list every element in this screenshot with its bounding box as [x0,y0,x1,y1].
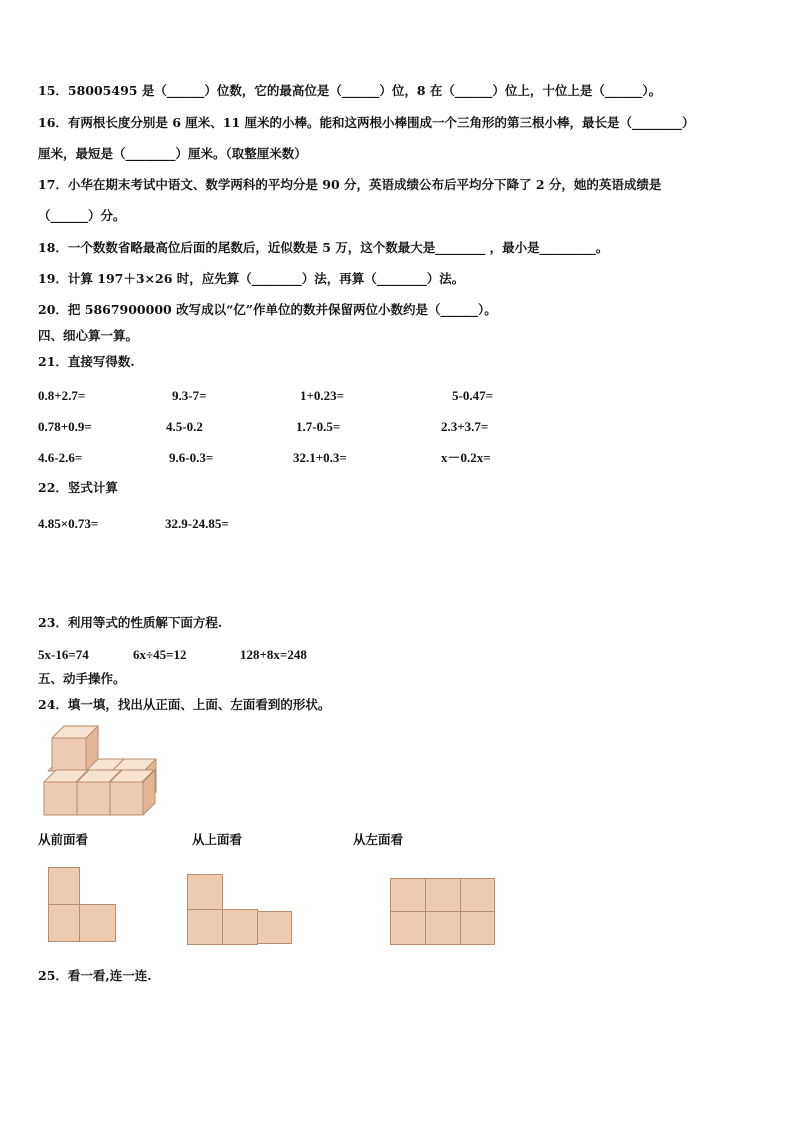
calc-item: 9.3-7= [172,388,207,403]
calc-item: 5-0.47= [452,388,493,403]
square [79,904,116,942]
calc-item: 9.6-0.3= [169,450,214,465]
square [390,911,426,945]
square [222,909,258,945]
square [48,904,80,942]
square [48,867,80,905]
cube-front-face [77,782,110,815]
square [425,911,461,945]
equation-item: 5x-16=74 [38,647,89,662]
left-view-shape [390,878,496,946]
view-caption-front: 从前面看 [38,832,89,847]
square [187,909,223,945]
front-view-shape [48,867,118,943]
cube-front-face [110,782,143,815]
square [425,878,461,912]
section-4-heading: 四、细心算一算。 [38,328,139,343]
question-16-line-1: 16．有两根长度分别是 6 厘米、11 厘米的小棒。能和这两根小棒围成一个三角形的第三根小棒，最长是（________） [38,115,695,130]
calc-item: 1+0.23= [300,388,345,403]
view-caption-left: 从左面看 [353,832,404,847]
question-25: 25．看一看,连一连. [38,968,152,983]
question-24: 24．填一填，找出从正面、上面、左面看到的形状。 [38,697,331,712]
calc-item: 0.8+2.7= [38,388,86,403]
cube-front-face [52,738,86,771]
vertical-calc-item: 4.85×0.73= [38,516,99,531]
question-23: 23．利用等式的性质解下面方程. [38,615,223,630]
equation-item: 6x÷45=12 [133,647,187,662]
question-15: 15．58005495 是（______）位数，它的最高位是（______）位，8 在（______）位上，十位上是（______）。 [38,83,662,98]
calc-item: 4.6-2.6= [38,450,83,465]
equation-item: 128+8x=248 [240,647,307,662]
square [187,874,223,910]
calc-item: 4.5-0.2 [166,419,203,434]
vertical-calc-item: 32.9-24.85= [165,516,229,531]
calc-item: x－0.2x= [441,450,491,465]
calc-item: 32.1+0.3= [293,450,347,465]
square [390,878,426,912]
view-caption-top: 从上面看 [192,832,243,847]
square [460,878,495,912]
calc-item: 1.7-0.5= [296,419,341,434]
calc-item: 2.3+3.7= [441,419,489,434]
section-5-heading: 五、动手操作。 [38,671,126,686]
question-19: 19．计算 197＋3×26 时，应先算（________）法，再算（________）法。 [38,271,465,286]
question-18: 18．一个数数省略最高位后面的尾数后，近似数是 5 万，这个数最大是________ ，最小是_________。 [38,240,609,255]
question-17-line-1: 17．小华在期末考试中语文、数学两科的平均分是 90 分，英语成绩公布后平均分下降了 2 分，她的英语成绩是 [38,177,662,192]
square [460,911,495,945]
cube-front-face [44,782,77,815]
cube-figure [40,724,172,818]
calc-item: 0.78+0.9= [38,419,92,434]
square [257,911,292,944]
question-16-line-2: 厘米，最短是（________）厘米。（取整厘米数） [38,146,307,161]
question-22: 22．竖式计算 [38,480,118,495]
question-20: 20．把 5867900000 改写成以“亿”作单位的数并保留两位小数约是（______）。 [38,302,497,317]
question-21: 21．直接写得数. [38,354,135,369]
question-17-line-2: （______）分。 [38,208,126,223]
top-view-shape [187,874,295,946]
